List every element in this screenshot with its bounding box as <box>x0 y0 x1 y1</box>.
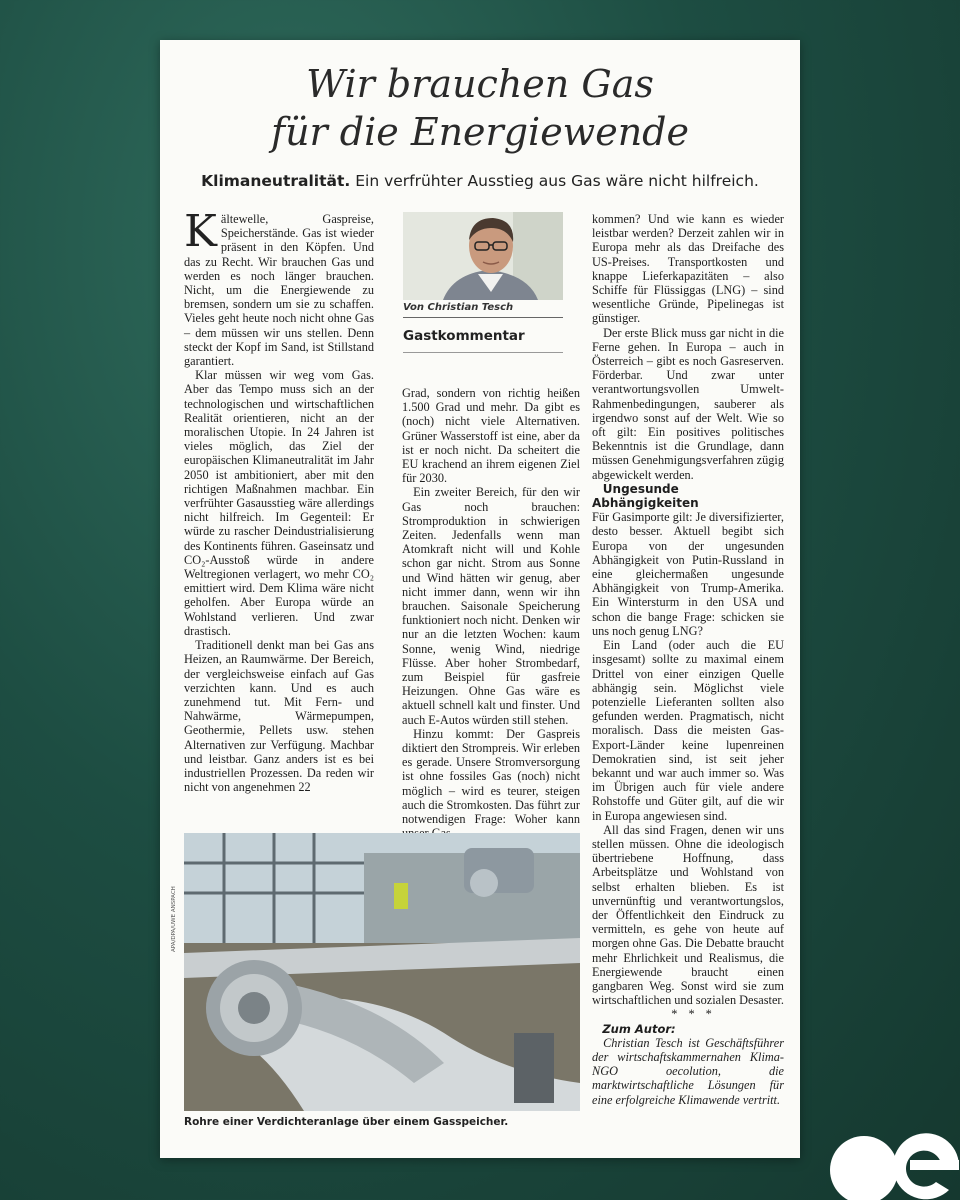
newspaper-clipping <box>160 40 800 1158</box>
oecolution-logo <box>824 1120 960 1200</box>
article-column-3 <box>592 212 784 1107</box>
subheadline <box>160 172 800 190</box>
paragraph: All das sind Fragen, denen wir uns stellen müssen. Ohne die ideologisch übertriebene Hoffnung, dass Arbeitsplätze und Wohlstand von selbst erhalten blieben. Es ist unvernünftig und verantwortungslos, der Öffentlichkeit den Eindruck zu vermitteln, es gehe von heute auf morgen ohne Gas. Die Debatte braucht mehr Ehrlichkeit und Realismus, die Energiewende braucht einen gangbaren Weg. Sonst wird sie zum wirtschaftlichen und sozialen Desaster. <box>592 822 784 1008</box>
paragraph: kommen? Und wie kann es wieder leistbar werden? Derzeit zahlen wir in Europa mehr als das Dreifache des US-Preises. Transportkosten und knappe Lieferkapazitäten – also Schiffe für Flüssiggas (LNG) – sind wesentliche Gründe, Pipelinegas ist günstiger. <box>592 212 784 326</box>
section-heading: Ungesunde Abhängigkeiten <box>592 481 699 511</box>
author-portrait <box>403 212 563 300</box>
paragraph-text: ältewelle, Gaspreise, Speicherstände. Gas ist wieder präsent in den Köpfen. Und das zu Recht. Wir brauchen Gas und werden es noch länger brauchen. Nicht, um die Energiewende zu bremsen, sondern um sie zu schaffen. Vieles geht heute noch nicht ohne Gas – dem müssen wir uns stellen. Denn steckt der Kopf im Sand, ist Stillstand garantiert. <box>184 212 374 369</box>
photo-credit-text: APA/DPA/UWE ANSPACH <box>171 886 177 952</box>
drop-cap: K <box>184 206 217 257</box>
paragraph: Ein zweiter Bereich, für den wir Gas noch brauchen: Stromproduktion in schwierigen Zeiten. Jedenfalls wenn man Atomkraft nicht will und Kohle schon gar nicht. Strom aus Sonne und Wind hätten wir genug, aber nicht immer dann, wenn wir ihn brauchen. Saisonale Speicherung funktioniert noch nicht. Denken wir nur an die letzten Wochen: kaum Sonne, wenig Wind, niedrige Flüsse. Aber hoher Strombedarf, zum Beispiel für gasfreie Heizungen. Ohne Gas wäre es aktuell schnell kalt und finster. Und auch E-Autos würden still stehen. <box>402 485 580 727</box>
paragraph: Traditionell denkt man bei Gas ans Heizen, an Raumwärme. Der Bereich, der vergleichsweise einfach auf Gas verzichten kann. Und es auch zunehmend tut. Mit Fern- und Nahwärme, Wärmepumpen, Geothermie, Pellets usw. stehen Alternativen zur Verfügung. Machbar und leistbar. Ganz anders ist es bei industriellen Prozessen. Da reden wir nicht von angenehmen 22 <box>184 638 374 795</box>
author-bio: Christian Tesch ist Geschäftsführer der wirtschaftskammernahen Klima-NGO oecolution, die marktwirtschaftliche Lösungen für eine erfolgreiche Klimawende vertritt. <box>592 1035 784 1107</box>
paragraph: Hinzu kommt: Der Gaspreis diktiert den Strompreis. Wir erleben es gerade. Unsere Stromversorgung ist ohne fossiles Gas (noch) nicht möglich – wird es teurer, steigen auch die Stromkosten. Das führt zur notwendigen Frage: Woher kann <box>402 726 580 827</box>
byline: Von Christian Tesch <box>403 302 563 318</box>
article-column-2 <box>402 386 580 841</box>
gas-plant-photo <box>184 833 580 1111</box>
paragraph <box>184 206 374 369</box>
pipeline-image <box>184 833 580 1111</box>
photo-credit <box>171 832 181 952</box>
section-label: Gastkommentar <box>403 328 563 353</box>
headline-line-1: Wir brauchen Gas <box>306 62 654 106</box>
subhead-bold: Klimaneutralität. <box>201 172 351 190</box>
paragraph: Ein Land (oder auch die EU insgesamt) sollte zu maximal einem Drittel von einer einzigen Quelle abhängig sein. Möglichst viele potenzielle Lieferanten sollten also gefunden werden. Pragmatisch, nicht moralisch. Dass die meisten Gas-Export-Länder keine lupenreinen Demokratien sind, ist seit jeher bekannt und war auch immer so. Was im Übrigen auch für viele andere Rohstoffe und Güter gilt, auf die wir in Europa angewiesen sind. <box>592 638 784 823</box>
paragraph: Für Gasimporte gilt: Je diversifizierter, desto besser. Aktuell begibt sich Europa von der ungesunden Abhängigkeit von Putin-Russland in eine gleichermaßen ungesunde Abhängigkeit von Trump-Amerika. Ein Wintersturm in den USA und schon die bange Frage: schicken sie uns noch genug LNG? <box>592 510 784 638</box>
photo-caption: Rohre einer Verdichteranlage über einem Gasspeicher. <box>184 1116 509 1128</box>
headline <box>160 60 800 156</box>
portrait-image <box>403 212 563 300</box>
author-heading: Zum Autor: <box>602 1021 676 1036</box>
article-column-1 <box>184 206 374 795</box>
paragraph: Der erste Blick muss gar nicht in die Ferne gehen. In Europa – auch in Österreich – gibt es noch Gasreserven. Förderbar. Und zwar unter verantwortungsvollen Umwelt-Rahmenbedingungen, sauberer als irgendwo sonst auf der Welt. Wie so oft gilt: Ein positives politisches Bekenntnis ist die Grundlage, dann müssen Genehmigungsverfahren zügig abgewickelt werden. <box>592 325 784 482</box>
paragraph: Klar müssen wir weg vom Gas. Aber das Tempo muss sich an der technologischen und wirtschaftlichen Realität orientieren, nicht an der moralischen Utopie. In 24 Jahren ist vieles möglich, das Ziel der europäischen Klimaneutralität im Jahr 2050 ist ambitioniert, aber mit den richtigen Maßnahmen machbar. Ein verfrühter Gasausstieg wäre allerdings nicht hilfreich. Im Gegenteil: Er würde zu rascher Deindustrialisierung des Kontinents führen. Gaseinsatz und CO₂-Ausstoß würde in andere Weltregionen verlagert, wo mehr CO₂ emittiert wird. Dem Klima wäre nicht geholfen. Aber Europa würde an Wohlstand verlieren. Und zwar drastisch. <box>184 368 374 638</box>
subhead-text: Ein verfrühter Ausstieg aus Gas wäre nicht hilfreich. <box>355 172 759 190</box>
headline-line-2: für die Energiewende <box>271 110 689 154</box>
paragraph: Grad, sondern von richtig heißen 1.500 Grad und mehr. Da gibt es (noch) nicht viele Alternativen. Grüner Wasserstoff ist eine, aber da ist er noch nicht. Da scheitert die EU krachend an ihrem eigenen Ziel für 2030. <box>402 386 580 486</box>
separator-stars: * * * <box>671 1007 716 1022</box>
